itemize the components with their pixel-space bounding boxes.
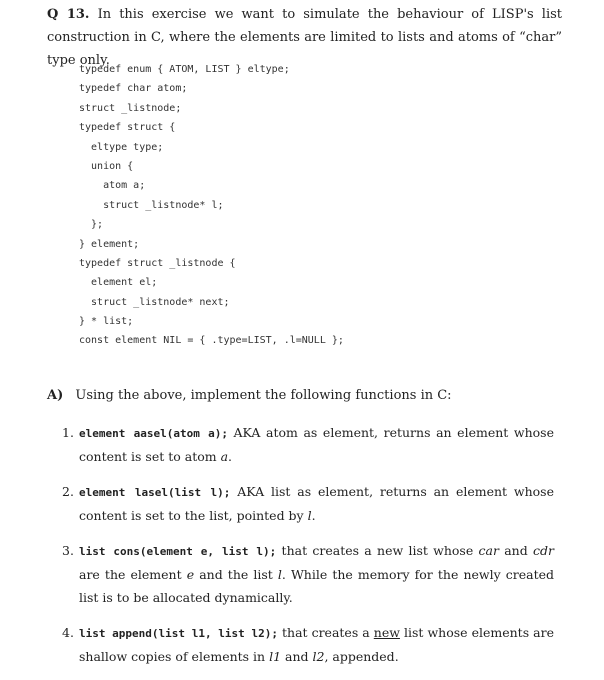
item-number: 1. [62,425,74,440]
item-number: 4. [62,625,74,640]
list-item [62,539,554,609]
code-line: typedef enum { ATOM, LIST } eltype; [79,64,290,75]
item-body [79,421,554,468]
item-text: that creates a new list whose [276,543,479,558]
item-text: , appended. [324,649,399,664]
item-text: AKA list as element, returns an element whose content is set to the list, pointed by [79,484,554,523]
list-item [62,421,554,468]
code-line: } element; [79,238,140,250]
function-signature: list cons(element e, list l); [79,545,277,558]
code-line: }; [79,219,104,231]
function-signature: list append(list l1, list l2); [79,627,278,640]
item-number: 2. [62,484,74,499]
item-text: are the element [79,567,187,582]
code-line: const element NIL = { .type=LIST, .l=NULL }; [79,335,344,347]
code-line: struct _listnode* l; [79,199,224,211]
code-line: eltype type; [79,141,164,153]
item-text: AKA atom as element, returns an element whose content is set to atom [79,425,554,464]
item-text: . [228,449,233,464]
item-text: and [281,649,313,664]
item-var: l [307,508,312,523]
item-var: car [478,543,499,558]
code-line: typedef char atom; [79,83,188,95]
code-line: typedef struct { [79,122,176,134]
list-item [62,621,554,668]
item-text: . [311,508,316,523]
function-list [62,421,554,680]
item-text: and [498,543,534,558]
item-var: l2 [312,649,325,664]
code-block [79,60,344,351]
code-line: struct _listnode; [79,102,182,114]
item-var: l1 [269,649,282,664]
code-line: atom a; [79,180,146,192]
item-body [79,621,554,668]
function-signature: element aasel(atom a); [79,427,228,440]
item-var: cdr [533,543,554,558]
section-text: Using the above, implement the following functions in C: [75,388,452,403]
code-line: struct _listnode* next; [79,296,230,308]
function-signature: element lasel(list l); [79,486,231,499]
item-var: l [277,567,282,582]
code-line: } * list; [79,316,134,328]
question-text: In this exercise we want to simulate the behaviour of LISP's list construction in C, where the elements are limited to lists and atoms of “char” type only. [47,7,563,68]
item-text: list whose elements are shallow copies of elements in [79,625,554,664]
item-var: a [220,449,229,464]
section-label: A) [47,388,64,403]
question-label: Q 13. [47,7,90,22]
list-item [62,480,554,527]
item-text: . While the memory for the newly created list is to be allocated dynamically. [79,567,554,605]
item-var: e [186,567,195,582]
item-text: that creates a [277,625,374,640]
item-number: 3. [62,543,74,558]
section-heading [47,384,452,407]
code-line: typedef struct _listnode { [79,257,236,269]
item-text: and the list [194,567,278,582]
item-emphasis: new [373,625,400,640]
item-body [79,539,554,609]
code-line: element el; [79,277,158,289]
item-body [79,480,554,527]
code-line: union { [79,160,134,172]
